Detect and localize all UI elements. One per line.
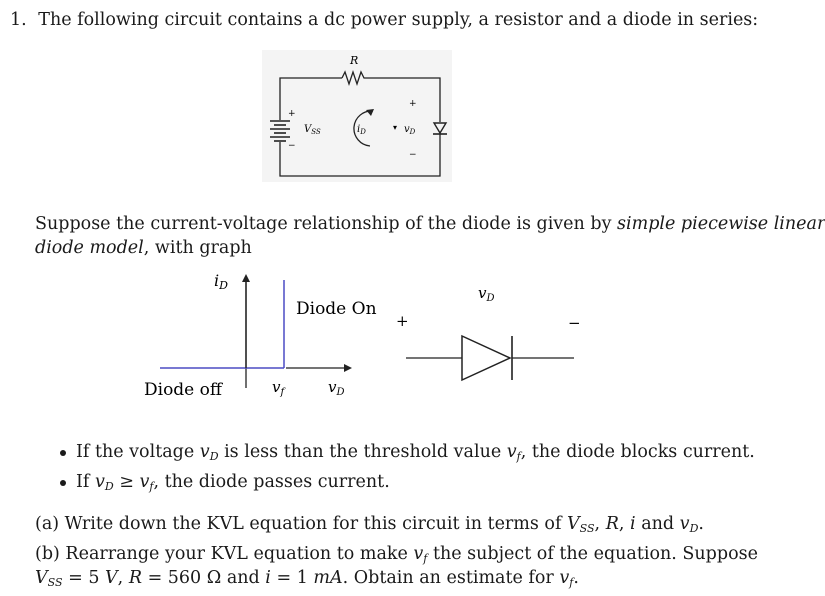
part-a-end: . [698, 514, 704, 534]
part-b-vss: V [35, 568, 48, 588]
resistor-label: R [350, 54, 359, 67]
x-axis-label: $v_D$ [328, 378, 345, 398]
part-b-vf: v [559, 568, 570, 588]
bullet-2-sub1: D [104, 480, 114, 493]
bullet-1-sub2: f [516, 450, 521, 463]
current-label: $i_D$ [357, 124, 366, 136]
threshold-label: $v_f$ [272, 378, 285, 398]
part-a [35, 514, 704, 535]
question-intro: The following circuit contains a dc power supply, a resistor and a diode in series: [38, 10, 759, 30]
part-b-post: the subject of the equation. Suppose [427, 544, 758, 564]
part-b-sep: , [117, 568, 129, 588]
part-a-sep1: , [594, 514, 606, 534]
part-a-vd-sub: D [689, 522, 699, 535]
diode-minus: − [409, 150, 417, 160]
question-heading [10, 10, 758, 30]
bullet-icon [60, 480, 66, 486]
part-b-ma: mA [313, 568, 343, 588]
bullet-1-pre: If the voltage [76, 442, 200, 462]
paragraph-line-1 [35, 214, 825, 234]
part-b-eq3: = 1 [270, 568, 314, 588]
part-b-line2-post: . Obtain an estimate for [342, 568, 560, 588]
part-a-i: i [630, 514, 636, 534]
part-a-sep2: , [618, 514, 631, 534]
down-arrow-icon: ▾ [393, 123, 398, 132]
bullet-2-var1: v [94, 472, 105, 492]
paragraph-line-2 [35, 238, 252, 258]
part-a-text: (a) Write down the KVL equation for this circuit in terms of [35, 514, 568, 534]
bullet-1-mid: is less than the threshold value [218, 442, 507, 462]
part-b-vss-sub: SS [47, 576, 63, 589]
bullet-2-var2: v [139, 472, 150, 492]
part-a-v-sub: SS [579, 522, 595, 535]
bullet-2-sub2: f [149, 480, 154, 493]
part-b-unit-v: V [105, 568, 118, 588]
part-b-sub: f [423, 552, 428, 565]
part-b-var: v [413, 544, 424, 564]
diode-symbol-minus: − [568, 314, 581, 332]
paragraph-text-2: , with graph [143, 238, 252, 258]
bullet-1-var1: v [199, 442, 210, 462]
source-label: $V_{SS}$ [304, 124, 321, 136]
source-minus: − [288, 141, 296, 151]
bullet-1-post: , the diode blocks current. [520, 442, 755, 462]
diode-on-label: Diode On [296, 299, 377, 319]
bullet-1-var2: v [506, 442, 517, 462]
part-b-eq1: = 5 [62, 568, 106, 588]
part-a-r: R [605, 514, 619, 534]
diode-symbol-voltage: $v_D$ [478, 284, 495, 304]
part-b-eq2: = 560 Ω and [142, 568, 266, 588]
diode-voltage-label: $v_D$ [404, 124, 416, 136]
part-a-sep3: and [635, 514, 680, 534]
diode-off-label: Diode off [144, 380, 222, 400]
part-a-v: V [567, 514, 580, 534]
y-axis-label: iD [214, 271, 228, 292]
paragraph-emphasis-2: diode model [35, 238, 144, 258]
bullet-2 [60, 472, 390, 493]
x-axis-arrow-icon [344, 364, 352, 372]
circuit-diagram [262, 50, 452, 182]
part-b-line-2 [35, 568, 579, 589]
bullet-2-pre: If [76, 472, 95, 492]
bullet-2-mid: ≥ [113, 472, 140, 492]
diode-symbol-triangle [462, 336, 510, 380]
part-b-vf-sub: f [569, 576, 574, 589]
part-b-r: R [128, 568, 142, 588]
diode-symbol-figure [392, 278, 582, 388]
part-a-vd: v [679, 514, 690, 534]
question-number: 1. [10, 10, 27, 30]
part-b-end: . [573, 568, 579, 588]
paragraph-emphasis: simple piecewise linear [617, 214, 825, 234]
iv-graph [136, 268, 396, 408]
part-b-pre: (b) Rearrange your KVL equation to make [35, 544, 414, 564]
diode-symbol-plus: + [396, 312, 409, 330]
bullet-1-sub1: D [209, 450, 219, 463]
bullet-icon [60, 450, 66, 456]
paragraph-text: Suppose the current-voltage relationship of the diode is given by [35, 214, 618, 234]
part-b-line-1 [35, 544, 758, 565]
diode-plus: + [409, 99, 417, 109]
part-b-i: i [265, 568, 271, 588]
source-plus: + [288, 109, 296, 119]
bullet-2-post: , the diode passes current. [153, 472, 390, 492]
bullet-1 [60, 442, 755, 463]
